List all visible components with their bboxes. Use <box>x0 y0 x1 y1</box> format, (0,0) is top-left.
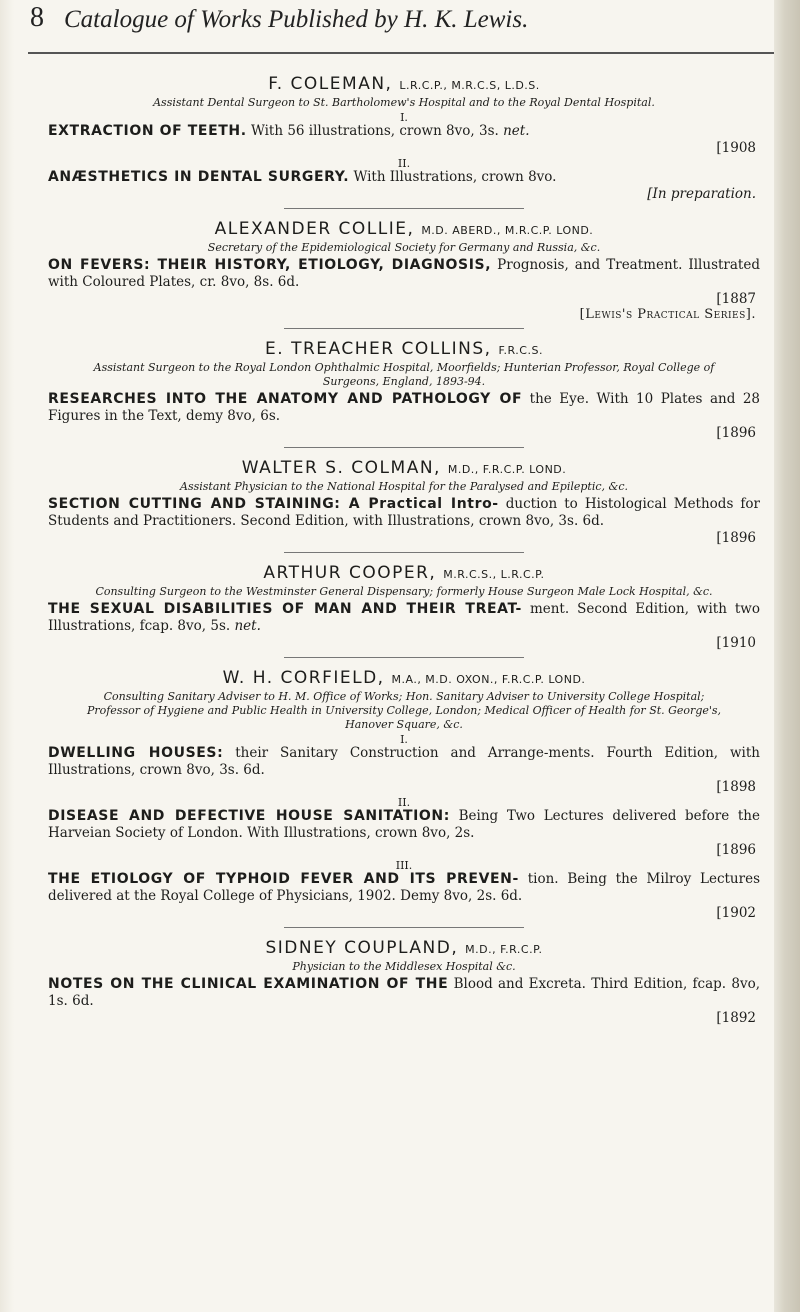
author-heading <box>48 563 760 583</box>
entry-separator <box>284 328 524 329</box>
book-title: DISEASE AND DEFECTIVE HOUSE SANITATION: <box>48 808 450 824</box>
book-title: NOTES ON THE CLINICAL EXAMINATION OF THE <box>48 976 449 992</box>
page-edge-shadow <box>774 0 800 1312</box>
book-details: Being Two Lectures delivered before the Harveian Society of London. With Illustrations, crown 8vo, 2s. <box>48 808 760 841</box>
book-price-note: net. <box>503 123 530 139</box>
catalogue-entry <box>48 563 760 658</box>
book-title: ANÆSTHETICS IN DENTAL SURGERY. <box>48 169 350 185</box>
book-number: III. <box>395 859 413 872</box>
entry-separator <box>284 447 524 448</box>
catalogue-entry <box>48 938 760 1026</box>
page-number: 8 <box>30 2 44 33</box>
publication-year: [1896 <box>716 842 756 858</box>
book-listing <box>48 123 760 140</box>
book-listing <box>48 745 760 779</box>
author-qualifications: F.R.C.S. <box>498 344 543 357</box>
publication-year: [1910 <box>716 635 756 651</box>
author-name: WALTER S. COLMAN, <box>241 458 441 478</box>
preparation-note: [In preparation. <box>647 186 756 202</box>
book-details: With Illustrations, crown 8vo. <box>353 169 557 185</box>
running-title: Catalogue of Works Published by H. K. Lewis. <box>64 6 529 33</box>
book-details: duction to Histological Methods for Students and Practitioners. Second Edition, with Illustrations, crown 8vo, 3s. 6d. <box>48 496 760 529</box>
entry-separator <box>284 657 524 658</box>
author-heading <box>48 668 760 688</box>
author-qualifications: M.D., F.R.C.P. LOND. <box>447 463 567 476</box>
author-description: Assistant Dental Surgeon to St. Bartholomew's Hospital and to the Royal Dental Hospital. <box>153 96 655 109</box>
publication-year: [1887 <box>716 291 756 307</box>
book-listing <box>48 169 760 186</box>
author-heading <box>48 458 760 478</box>
catalogue-entry <box>48 74 760 209</box>
author-description: Assistant Physician to the National Hospital for the Paralysed and Epileptic, &c. <box>180 480 628 493</box>
catalogue-entry <box>48 668 760 928</box>
book-listing <box>48 871 760 905</box>
catalogue-entries <box>48 64 760 1026</box>
author-name: W. H. CORFIELD, <box>222 668 385 688</box>
author-description: Consulting Sanitary Adviser to H. M. Office of Works; Hon. Sanitary Adviser to University College Hospital; Professor of Hygiene and Public Health in University College, London; Medical Officer of Health for St. George's, Hanover Square, &c. <box>86 690 722 731</box>
author-description: Assistant Surgeon to the Royal London Ophthalmic Hospital, Moorfields; Hunterian Professor, Royal College of Surgeons, England, 1893-94. <box>93 361 715 388</box>
publication-year: [1896 <box>716 425 756 441</box>
book-details: tion. Being the Milroy Lectures delivered at the Royal College of Physicians, 1902. Demy 8vo, 2s. 6d. <box>48 871 761 904</box>
author-heading <box>48 219 760 239</box>
author-name: SIDNEY COUPLAND, <box>265 938 459 958</box>
book-title: THE SEXUAL DISABILITIES OF MAN AND THEIR TREAT- <box>48 601 522 617</box>
publication-year: [1892 <box>716 1010 756 1026</box>
book-number: I. <box>400 733 408 746</box>
book-details: Prognosis, and Treatment. Illustrated with Coloured Plates, cr. 8vo, 8s. 6d. <box>48 257 760 290</box>
catalogue-entry <box>48 219 760 329</box>
catalogue-entry <box>48 458 760 553</box>
book-number: II. <box>397 796 411 809</box>
series-name: [Lewis's Practical Series]. <box>579 307 756 322</box>
author-heading <box>48 339 760 359</box>
author-name: ALEXANDER COLLIE, <box>214 219 415 239</box>
author-qualifications: L.R.C.P., M.R.C.S, L.D.S. <box>399 79 540 92</box>
author-name: E. TREACHER COLLINS, <box>265 339 492 359</box>
publication-year: [1896 <box>716 530 756 546</box>
book-details: their Sanitary Construction and Arrange-ments. Fourth Edition, with Illustrations, crown 8vo, 3s. 6d. <box>48 745 760 778</box>
book-title: RESEARCHES INTO THE ANATOMY AND PATHOLOGY OF <box>48 391 523 407</box>
book-listing <box>48 391 760 425</box>
book-listing <box>48 601 760 635</box>
book-number: II. <box>397 157 411 170</box>
book-number: I. <box>400 111 408 124</box>
author-qualifications: M.D. ABERD., M.R.C.P. LOND. <box>421 224 594 237</box>
book-title: EXTRACTION OF TEETH. <box>48 123 247 139</box>
author-qualifications: M.R.C.S., L.R.C.P. <box>443 568 545 581</box>
author-name: F. COLEMAN, <box>268 74 393 94</box>
entry-separator <box>284 208 524 209</box>
author-description: Consulting Surgeon to the Westminster General Dispensary; formerly House Surgeon Male Lock Hospital, &c. <box>95 585 713 598</box>
book-status <box>48 186 756 202</box>
author-qualifications: M.A., M.D. OXON., F.R.C.P. LOND. <box>391 673 586 686</box>
book-details: Blood and Excreta. Third Edition, fcap. 8vo, 1s. 6d. <box>48 976 761 1009</box>
publication-year: [1902 <box>716 905 756 921</box>
publication-year: [1898 <box>716 779 756 795</box>
author-heading <box>48 938 760 958</box>
book-listing <box>48 257 760 291</box>
book-listing <box>48 808 760 842</box>
book-title: SECTION CUTTING AND STAINING: A Practical Intro- <box>48 496 499 512</box>
book-title: DWELLING HOUSES: <box>48 745 224 761</box>
book-details: ment. Second Edition, with two Illustrations, fcap. 8vo, 5s. <box>48 601 760 634</box>
author-name: ARTHUR COOPER, <box>263 563 437 583</box>
book-price-note: net. <box>234 618 261 634</box>
entry-separator <box>284 927 524 928</box>
catalogue-entry <box>48 339 760 448</box>
author-description: Secretary of the Epidemiological Society for Germany and Russia, &c. <box>207 241 601 254</box>
author-heading <box>48 74 760 94</box>
book-listing <box>48 976 760 1010</box>
header-rule <box>28 52 774 54</box>
book-title: THE ETIOLOGY OF TYPHOID FEVER AND ITS PREVEN- <box>48 871 519 887</box>
author-description: Physician to the Middlesex Hospital &c. <box>292 960 516 973</box>
book-details: With 56 illustrations, crown 8vo, 3s. <box>250 123 499 139</box>
book-listing <box>48 496 760 530</box>
publication-year: [1908 <box>716 140 756 156</box>
author-qualifications: M.D., F.R.C.P. <box>465 943 543 956</box>
book-details: the Eye. With 10 Plates and 28 Figures in the Text, demy 8vo, 6s. <box>48 391 760 424</box>
book-title: ON FEVERS: THEIR HISTORY, ETIOLOGY, DIAGNOSIS, <box>48 257 492 273</box>
page-gutter-shadow <box>0 0 14 1312</box>
entry-separator <box>284 552 524 553</box>
